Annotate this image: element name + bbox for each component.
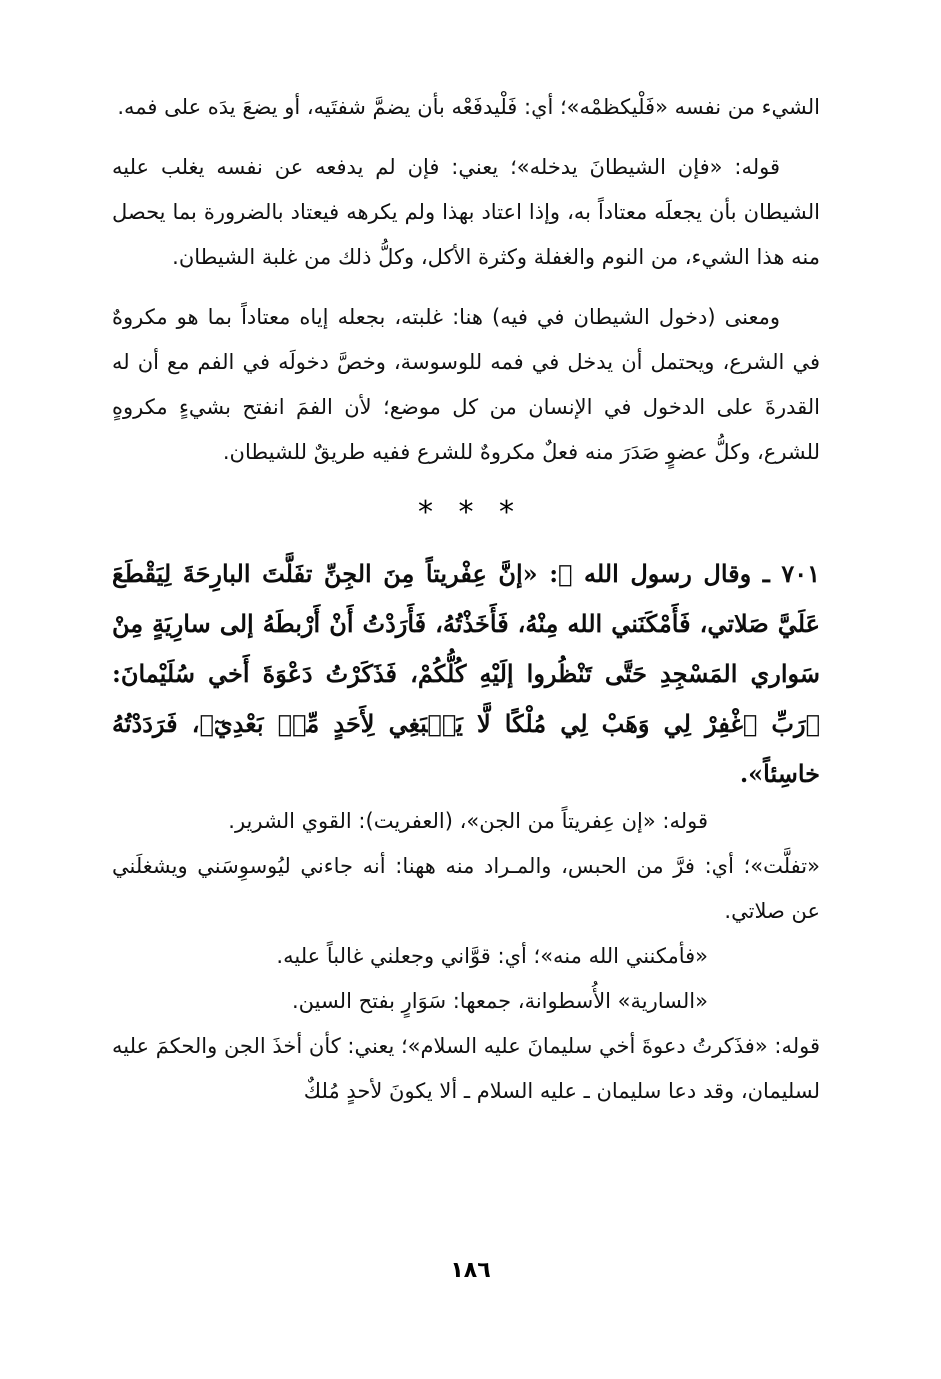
- commentary-ifrit: قوله: «إن عِفريتاً من الجن»، (العفريت): القوي الشرير.: [228, 809, 708, 833]
- separator-star: *: [499, 495, 515, 530]
- commentary-amkanani: «فأمكنني الله منه»؛ أي: قوَّاني وجعلني غالباً عليه.: [276, 944, 708, 968]
- paragraph-shaitan-enters: قوله: «فإن الشيطانَ يدخله»؛ يعني: فإن لم يدفعه عن نفسه يغلب عليه الشيطان بأن يجعلَه معتاداً به، وإذا اعتاد بهذا ولم يكرهه فيعتاد بالضرورة بما يحصل منه هذا الشيء، من النوم والغفلة وكثرة الأكل، وكلُّ ذلك من غلبة الشيطان.: [112, 155, 820, 269]
- paragraph-meaning: ومعنى (دخول الشيطان في فيه) هنا: غلبته، بجعله إياه معتاداً بما هو مكروهٌ في الشرع، ويحتمل أن يدخل في فمه للوسوسة، وخصَّ دخولَه في الفم مع أن له القدرةَ على الدخول في الإنسان من كل موضع؛ لأن الفمَ انفتح بشيءٍ مكروهٍ للشرع، وكلُّ عضوٍ صَدَرَ منه فعلٌ مكروهٌ للشرع ففيه طريقٌ للشيطان.: [112, 305, 820, 464]
- paragraph-gap: [112, 130, 820, 145]
- separator-star: *: [458, 495, 474, 530]
- commentary-sulaiman: قوله: «فذَكرتُ دعوةَ أخي سليمانَ عليه السلام»؛ يعني: كأن أخذَ الجن والحكمَ عليه لسليمان، وقد دعا سليمان ـ عليه السلام ـ ألا يكونَ لأحدٍ مُلكٌ: [112, 1034, 820, 1103]
- commentary-tafallat: «تفلَّت»؛ أي: فرَّ من الحبس، والمـراد منه ههنا: أنه جاءني ليُوسوِسَني ويشغلَني عن صلاتي.: [112, 854, 820, 923]
- hadith-text: ٧٠١ ـ وقال رسول الله ﷺ: «إنَّ عِفْريتاً مِنَ الجِنِّ تفَلَّتَ البارِحَةَ لِيَقْطَعَ عَلَيَّ صَلاتي، فَأَمْكَنَني الله مِنْهُ، فَأَخَذْتُهُ، فَأَرَدْتُ أَنْ أَرْبطَهُ إلى سارِيَةٍ مِنْ سَواري المَسْجِدِ حَتَّى تَنْظُروا إلَيْهِ كُلُّكُمْ، فَذَكَرْتُ دَعْوَةَ أَخي سُلَيْمانَ: ﴿رَبِّ ٱغْفِرْ لِي وَهَبْ لِي مُلْكًا لَّا يَنۢبَغِي لِأَحَدٍ مِّنۢ بَعْدِيٓ﴾، فَرَدَدْتُهُ خاسِئاً».: [112, 559, 820, 788]
- separator-star: *: [417, 495, 433, 530]
- commentary-sariya: «السارية» الأُسطوانة، جمعها: سَوَارٍ بفتح السين.: [291, 989, 708, 1013]
- page-body: [112, 85, 820, 1114]
- section-gap: [112, 475, 820, 493]
- paragraph-gap: [112, 280, 820, 295]
- paragraph-continuation: الشيء من نفسه «فَلْيكظمْه»؛ أي: فَلْيدفَعْه بأن يضمَّ شفتَيه، أو يضعَ يدَه على فمه.: [117, 95, 820, 119]
- page-number: ١٨٦: [450, 1258, 491, 1283]
- section-separator: [112, 493, 820, 549]
